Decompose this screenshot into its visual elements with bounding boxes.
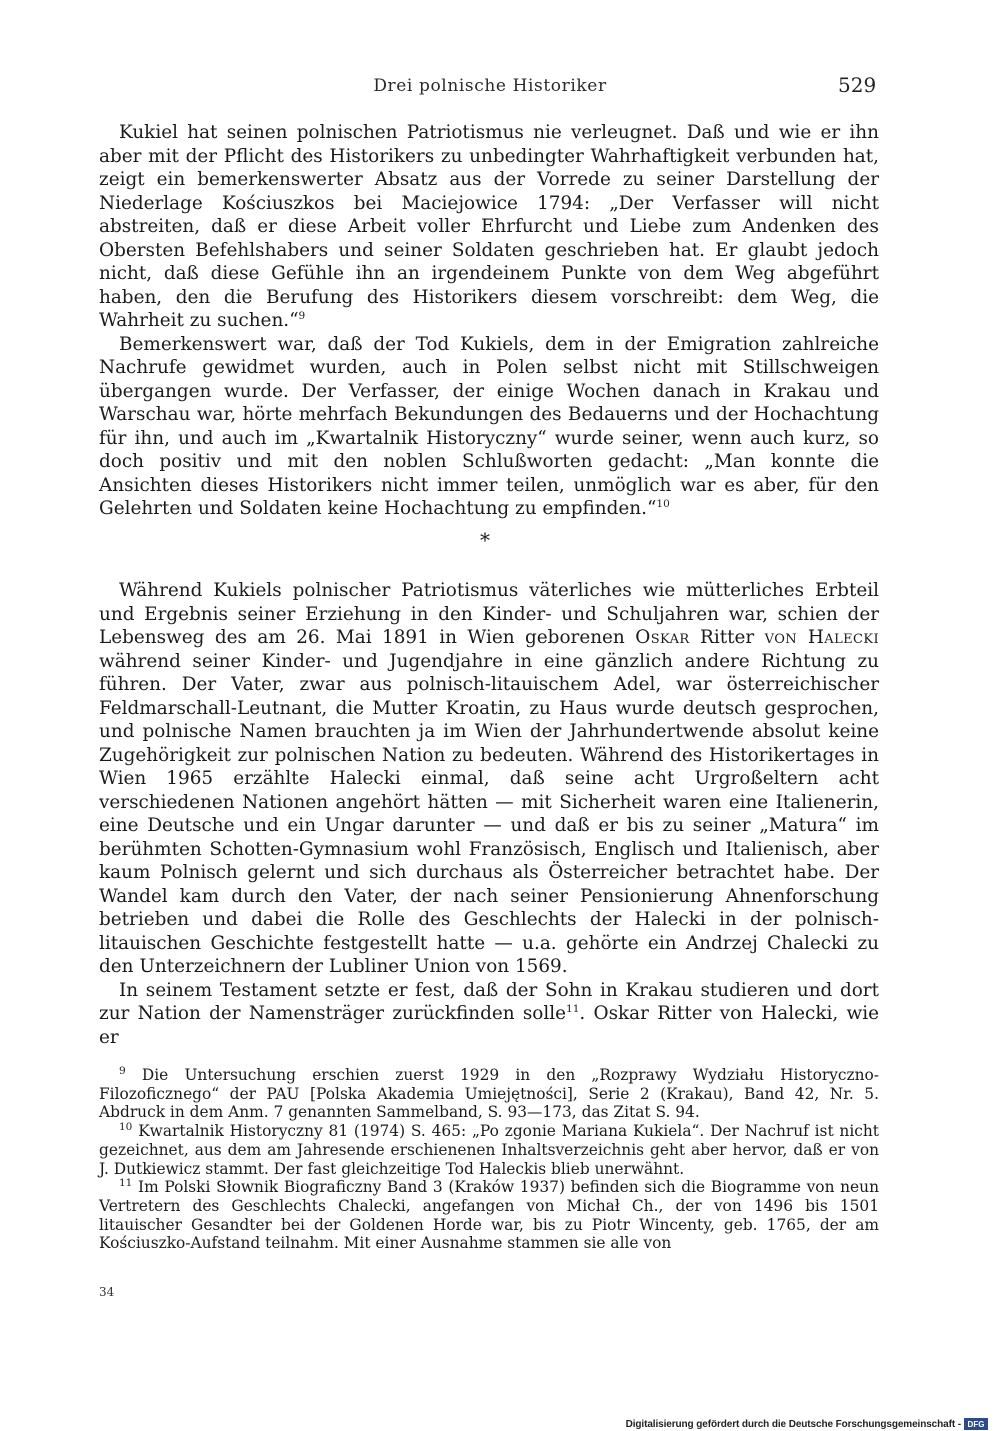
running-header: Drei polnische Historiker	[373, 76, 607, 96]
page-number: 529	[838, 73, 877, 97]
footnotes	[99, 1066, 879, 1253]
paragraph: In seinem Testament setzte er fest, daß der Sohn in Krakau studieren und dort zur Nation der Namensträger zurückfinden solle$^{11}$. Oskar Ritter von Halecki, wie er	[99, 979, 879, 1048]
paragraph: Bemerkenswert war, daß der Tod Kukiels, dem in der Emigration zahlreiche Nachrufe gewidmet wurden, auch in Polen selbst nicht mit Stillschweigen übergangen wurde. Der Verfasser, der einige Wochen danach in Krakau und Warschau war, hörte mehrfach Bekundungen des Bedauerns und der Hochachtung für ihn, und auch im „Kwartalnik Historyczny“ wurde seiner, wenn auch kurz, so doch positiv und mit den noblen Schlußworten gedacht: „Man konnte die Ansichten dieses Historikers nicht immer teilen, unmöglich war es aber, für den Gelehrten und Soldaten keine Hochachtung zu empfinden.“$^{10}$	[99, 333, 879, 519]
dfg-logo-icon: DFG	[964, 1418, 988, 1430]
person-name: Oskar	[635, 627, 690, 648]
paragraph: Während Kukiels polnischer Patriotismus väterliches wie mütterliches Erbteil und Ergebnis seiner Erziehung in den Kinder- und Schuljahren war, schien der Lebensweg des am 26. Mai 1891 in Wien geborenen Oskar Ritter von Halecki während seiner Kinder- und Jugendjahre in eine gänzlich andere Richtung zu führen. Der Vater, zwar aus polnisch-litauischem Adel, war österreichischer Feldmarschall-Leutnant, die Mutter Kroatin, zu Haus wurde deutsch gesprochen, und polnische Namen brauchten ja im Wien der Jahrhundertwende absolut keine Zugehörigkeit zur polnischen Nation zu bedeuten. Während des Historikertages in Wien 1965 erzählte Halecki einmal, daß seine acht Urgroßeltern acht verschiedenen Nationen angehört hätten — mit Sicherheit waren eine Italienerin, eine Deutsche und ein Ungar darunter — und daß er bis zu seiner „Matura“ im berühmten Schotten-Gymnasium wohl Französisch, Englisch und Italienisch, aber kaum Polnisch gelernt und sich durchaus als Österreicher betrachtet habe. Der Wandel kam durch den Vater, der nach seiner Pensionierung Ahnenforschung betrieben und dabei die Rolle des Geschlechts der Halecki in der polnisch-litauischen Geschichte festgestellt hatte — u.a. gehörte ein Andrzej Chalecki zu den Unterzeichnern der Lubliner Union von 1569.	[99, 580, 880, 977]
footnote-ref[interactable]: 9	[298, 309, 306, 322]
section-divider-asterisk: *	[480, 528, 490, 552]
footnote-ref[interactable]: 10	[656, 497, 670, 510]
paragraph: Kukiel hat seinen polnischen Patriotismus nie verleugnet. Daß und wie er ihn aber mit der Pflicht des Historikers zu unbedingter Wahrhaftigkeit verbunden hat, zeigt ein bemerkenswerter Absatz aus der Vorrede zu seiner Darstellung der Niederlage Kościuszkos bei Maciejowice 1794: „Der Verfasser will nicht abstreiten, daß er diese Arbeit voller Ehrfurcht und Liebe zum Andenken des Obersten Befehlshabers und seiner Soldaten geschrieben hat. Er glaubt jedoch nicht, daß diese Gefühle ihn an irgendeinem Punkte von dem Weg abgeführt haben, den die Berufung des Historikers diesem vorschreibt: dem Weg, die Wahrheit zu suchen.“$^9$	[99, 122, 879, 331]
footnote: $^{11}$ Im Polski Słownik Biograficzny Band 3 (Kraków 1937) befinden sich die Biogramme von neun Vertretern des Geschlechts Chalecki, angefangen von Michał Ch., der von 1496 bis 1501 litauischer Gesandter bei der Goldenen Horde war, bis zu Piotr Wincenty, geb. 1765, der am Kościuszko-Aufstand teilnahm. Mit einer Ausnahme stammen sie alle von	[99, 1177, 879, 1253]
footer-text: Digitalisierung gefördert durch die Deutsche Forschungsgemeinschaft -	[625, 1418, 961, 1430]
main-text-section-2	[99, 579, 879, 1049]
sheet-signature: 34	[99, 1285, 115, 1299]
footnote: $^9$ Die Untersuchung erschien zuerst 1929 in den „Rozprawy Wydziału Historyczno-Filozoficznego“ der PAU [Polska Akademia Umiejętności], Serie 2 (Krakau), Band 42, Nr. 5. Abdruck in dem Anm. 7 genannten Sammelband, S. 93—173, das Zitat S. 94.	[99, 1064, 879, 1122]
main-text	[99, 121, 879, 521]
digitization-footer	[626, 1418, 988, 1430]
footnote: $^{10}$ Kwartalnik Historyczny 81 (1974) S. 465: „Po zgonie Mariana Kukiela“. Der Nachruf ist nicht gezeichnet, aus dem am Jahresende erschienenen Inhaltsverzeichnis geht aber hervor, daß er von J. Dutkiewicz stammt. Der fast gleichzeitige Tod Haleckis blieb unerwähnt.	[99, 1120, 879, 1178]
footnote-ref[interactable]: 11	[566, 1002, 580, 1015]
person-name: von Halecki	[764, 627, 880, 648]
